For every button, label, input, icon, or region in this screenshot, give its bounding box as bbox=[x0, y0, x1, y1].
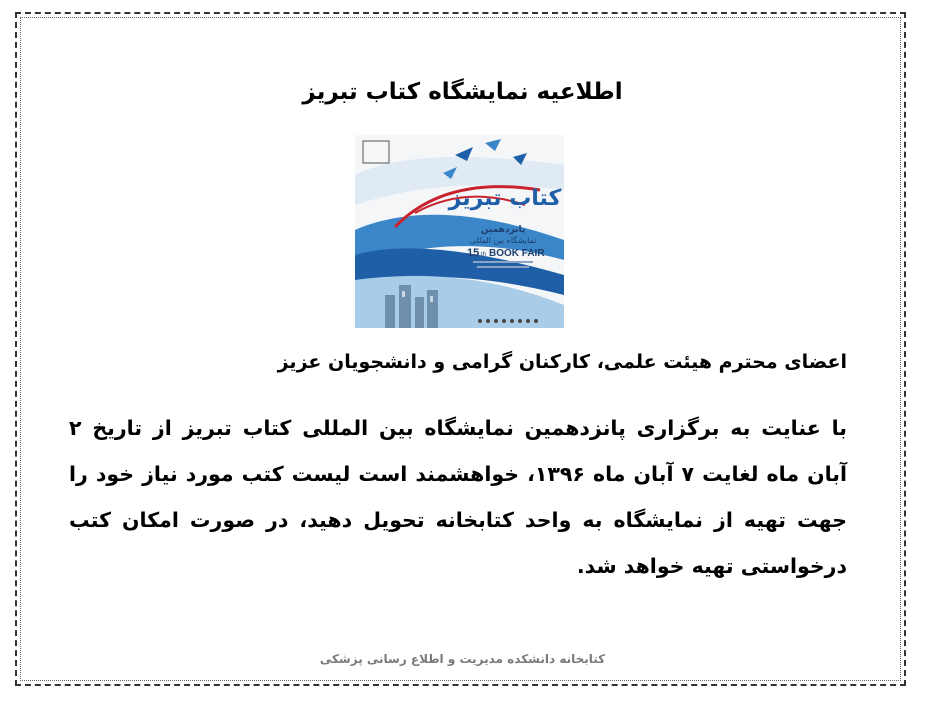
poster-line1: پانزدهمین bbox=[480, 225, 526, 235]
notice-title: اطلاعیه نمایشگاه کتاب تبریز bbox=[302, 79, 623, 105]
poster-fair-label: BOOK FAIR bbox=[489, 248, 545, 259]
footer-signature: کتابخانه دانشکده مدیریت و اطلاع رسانی پزشکی bbox=[319, 652, 606, 666]
poster-seal-icon bbox=[363, 141, 389, 163]
poster-calligraphy: کتاب تبریز bbox=[448, 186, 562, 211]
poster-fair-number: 15 bbox=[467, 247, 480, 259]
poster-line2: نمایشگاه بین المللی bbox=[469, 236, 537, 245]
notice-body: با عنایت به برگزاری پانزدهمین نمایشگاه بین المللی کتاب تبریز از تاریخ ۲ آبان ماه لغایت ۷ آبان ماه ۱۳۹۶، خواهشمند است لیست کتب مورد نیاز خود را جهت تهیه از نمایشگاه به واحد کتابخانه تحویل دهید، در صورت امکان کتب درخواستی تهیه خواهد شد. bbox=[69, 416, 848, 578]
poster-fair-suffix: th bbox=[481, 252, 487, 258]
salutation: اعضای محترم هیئت علمی، کارکنان گرامی و دانشجویان عزیز bbox=[277, 351, 847, 373]
poster-artwork bbox=[355, 135, 564, 328]
book-fair-poster bbox=[355, 135, 564, 328]
